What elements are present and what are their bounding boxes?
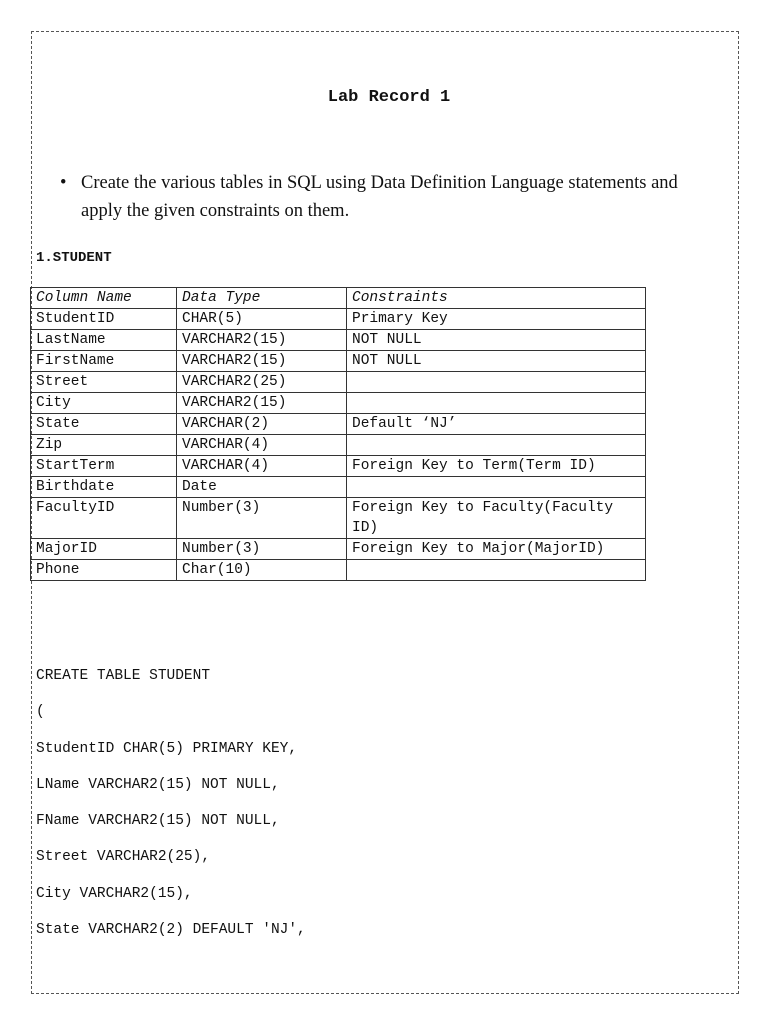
code-line: StudentID CHAR(5) PRIMARY KEY, (36, 740, 298, 757)
cell-constraints: NOT NULL (347, 330, 646, 351)
code-line: Street VARCHAR2(25), (36, 849, 211, 866)
table-row (31, 393, 646, 414)
student-spec-table (30, 287, 646, 581)
cell-constraints: NOT NULL (347, 351, 646, 372)
table-row (31, 309, 646, 330)
cell-data-type: Date (177, 477, 347, 498)
cell-column-name: State (31, 414, 177, 435)
cell-column-name: City (31, 393, 177, 414)
table-row (31, 330, 646, 351)
cell-constraints (347, 372, 646, 393)
cell-column-name: Zip (31, 435, 177, 456)
cell-data-type: Number(3) (177, 539, 347, 560)
cell-constraints: Foreign Key to Faculty(Faculty ID) (347, 498, 646, 539)
cell-column-name: FirstName (31, 351, 177, 372)
code-line: CREATE TABLE STUDENT (36, 668, 211, 684)
code-line: State VARCHAR2(2) DEFAULT 'NJ', (36, 922, 306, 939)
sql-code-block (36, 664, 306, 954)
table-row (31, 539, 646, 560)
table-row (31, 456, 646, 477)
cell-column-name: StudentID (31, 309, 177, 330)
cell-constraints: Default ‘NJ’ (347, 414, 646, 435)
table-row (31, 498, 646, 539)
cell-constraints: Foreign Key to Major(MajorID) (347, 539, 646, 560)
bullet-icon: • (60, 173, 67, 193)
cell-column-name: Phone (31, 560, 177, 581)
cell-data-type: VARCHAR(2) (177, 414, 347, 435)
cell-column-name: Birthdate (31, 477, 177, 498)
table-row (31, 435, 646, 456)
cell-column-name: FacultyID (31, 498, 177, 539)
header-constraints: Constraints (347, 288, 646, 309)
table-row (31, 351, 646, 372)
cell-column-name: Street (31, 372, 177, 393)
cell-constraints: Primary Key (347, 309, 646, 330)
table-row (31, 560, 646, 581)
cell-data-type: CHAR(5) (177, 309, 347, 330)
cell-data-type: VARCHAR2(15) (177, 330, 347, 351)
table-row (31, 414, 646, 435)
instruction-text: Create the various tables in SQL using Data Definition Language statements and apply the given constraints on them. (81, 173, 678, 221)
header-column-name: Column Name (31, 288, 177, 309)
code-line: City VARCHAR2(15), (36, 885, 193, 902)
instruction-bullet (60, 169, 710, 225)
cell-data-type: VARCHAR2(15) (177, 351, 347, 372)
cell-data-type: VARCHAR(4) (177, 456, 347, 477)
page-title: Lab Record 1 (327, 88, 451, 107)
code-line: LName VARCHAR2(15) NOT NULL, (36, 776, 280, 793)
cell-data-type: Number(3) (177, 498, 347, 539)
cell-data-type: VARCHAR2(15) (177, 393, 347, 414)
cell-data-type: VARCHAR2(25) (177, 372, 347, 393)
header-data-type: Data Type (177, 288, 347, 309)
cell-constraints (347, 393, 646, 414)
cell-constraints (347, 477, 646, 498)
cell-data-type: VARCHAR(4) (177, 435, 347, 456)
table-row (31, 477, 646, 498)
cell-column-name: StartTerm (31, 456, 177, 477)
code-line: FName VARCHAR2(15) NOT NULL, (36, 813, 280, 830)
cell-data-type: Char(10) (177, 560, 347, 581)
section-heading: 1.STUDENT (36, 250, 112, 266)
cell-constraints (347, 435, 646, 456)
cell-constraints: Foreign Key to Term(Term ID) (347, 456, 646, 477)
cell-constraints (347, 560, 646, 581)
table-header-row (31, 288, 646, 309)
cell-column-name: LastName (31, 330, 177, 351)
code-line: ( (36, 704, 45, 721)
table-row (31, 372, 646, 393)
cell-column-name: MajorID (31, 539, 177, 560)
